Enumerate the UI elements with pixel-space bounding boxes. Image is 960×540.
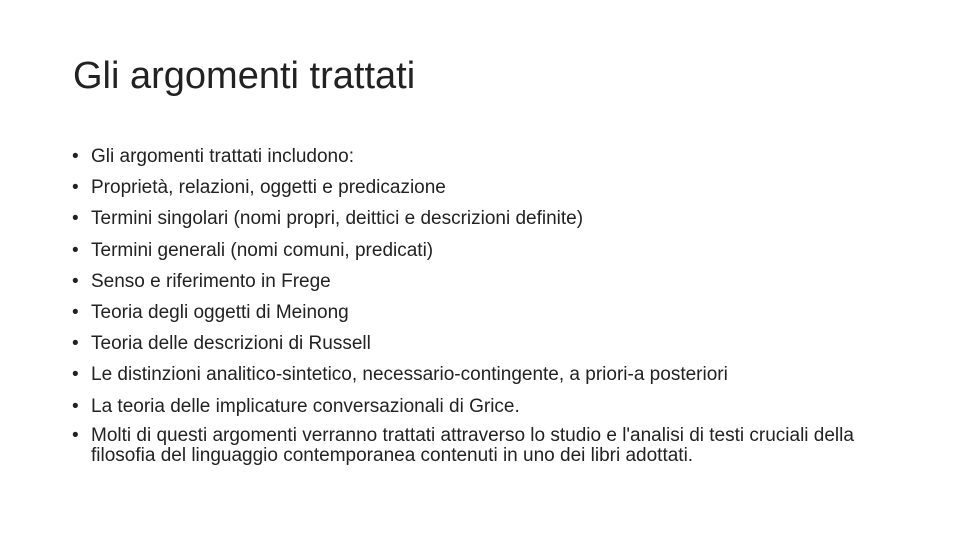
list-item <box>72 395 892 419</box>
bullet-icon: • <box>72 424 79 446</box>
list-item <box>72 270 892 294</box>
list-item-text: La teoria delle implicature conversazionali di Grice. <box>91 395 520 417</box>
list-item-text: Le distinzioni analitico-sintetico, necessario-contingente, a priori-a posteriori <box>91 364 728 386</box>
list-item-text: Termini generali (nomi comuni, predicati) <box>91 239 434 261</box>
list-item-text: Proprietà, relazioni, oggetti e predicazione <box>91 177 446 199</box>
list-item <box>72 301 892 325</box>
bullet-icon: • <box>72 270 79 292</box>
list-item <box>72 176 892 200</box>
bullet-icon: • <box>72 364 79 386</box>
bullet-icon: • <box>72 177 79 199</box>
list-item-text: Termini singolari (nomi propri, deittici e descrizioni definite) <box>91 208 584 230</box>
list-item <box>72 332 892 356</box>
bullet-icon: • <box>72 301 79 323</box>
bullet-icon: • <box>72 333 79 355</box>
list-item <box>72 239 892 263</box>
list-item-text: Molti di questi argomenti verranno trattati attraverso lo studio e l'analisi di testi cruciali della filosofia del linguaggio contemporanea contenuti in uno dei libri adottati. <box>91 424 854 466</box>
list-item <box>72 363 892 387</box>
list-item-text: Gli argomenti trattati includono: <box>91 146 354 167</box>
bullet-icon: • <box>72 146 79 167</box>
bullet-list <box>72 145 892 473</box>
list-item <box>72 426 892 466</box>
list-item <box>72 207 892 231</box>
list-item-text: Teoria degli oggetti di Meinong <box>91 301 349 323</box>
bullet-icon: • <box>72 239 79 261</box>
bullet-icon: • <box>72 395 79 417</box>
list-item-text: Teoria delle descrizioni di Russell <box>91 333 371 355</box>
list-item <box>72 145 892 169</box>
list-item-text: Senso e riferimento in Frege <box>91 270 331 292</box>
bullet-icon: • <box>72 208 79 230</box>
slide-title: Gli argomenti trattati <box>73 55 416 97</box>
